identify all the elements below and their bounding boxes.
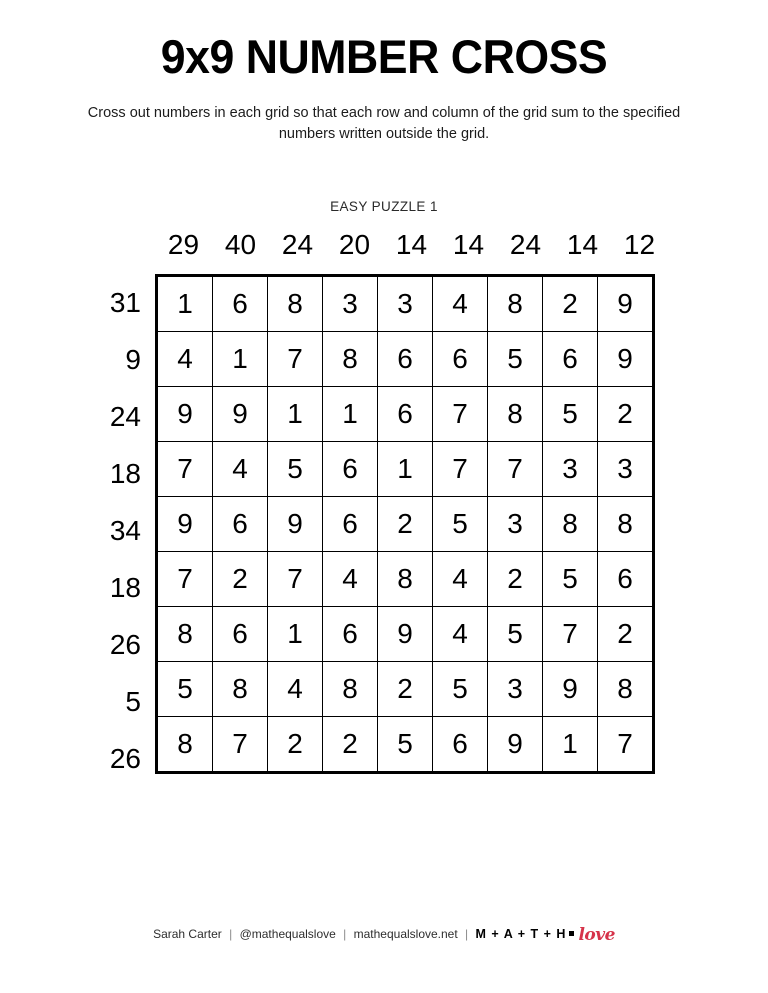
grid-cell[interactable]: 8 bbox=[323, 332, 378, 387]
grid-cell[interactable]: 7 bbox=[157, 442, 213, 497]
grid-cell[interactable]: 7 bbox=[543, 607, 598, 662]
grid-cell[interactable]: 2 bbox=[378, 497, 433, 552]
column-sum: 24 bbox=[281, 229, 314, 260]
grid-cell[interactable]: 5 bbox=[488, 332, 543, 387]
grid-cell[interactable]: 6 bbox=[378, 332, 433, 387]
grid-cell[interactable]: 7 bbox=[157, 552, 213, 607]
grid-cell[interactable]: 9 bbox=[268, 497, 323, 552]
grid-cell[interactable]: 1 bbox=[213, 332, 268, 387]
grid-cell[interactable]: 5 bbox=[378, 717, 433, 773]
puzzle-label: EASY PUZZLE 1 bbox=[330, 199, 438, 214]
grid-cell[interactable]: 2 bbox=[598, 387, 654, 442]
grid-row bbox=[157, 662, 654, 717]
grid-cell[interactable]: 2 bbox=[323, 717, 378, 773]
grid-cell[interactable]: 1 bbox=[157, 276, 213, 332]
grid-cell[interactable]: 2 bbox=[268, 717, 323, 773]
grid-cell[interactable]: 5 bbox=[433, 497, 488, 552]
grid-cell[interactable]: 6 bbox=[213, 607, 268, 662]
grid-cell[interactable]: 7 bbox=[268, 332, 323, 387]
grid-cell[interactable]: 2 bbox=[543, 276, 598, 332]
grid-cell[interactable]: 5 bbox=[543, 387, 598, 442]
grid-row bbox=[157, 552, 654, 607]
grid-cell[interactable]: 4 bbox=[268, 662, 323, 717]
grid-cell[interactable]: 5 bbox=[433, 662, 488, 717]
row-sum: 31 bbox=[109, 287, 141, 318]
footer bbox=[0, 925, 768, 945]
grid-cell[interactable]: 4 bbox=[213, 442, 268, 497]
grid-row bbox=[157, 332, 654, 387]
grid-cell[interactable]: 8 bbox=[598, 497, 654, 552]
grid-cell[interactable]: 6 bbox=[213, 276, 268, 332]
grid-cell[interactable]: 8 bbox=[157, 717, 213, 773]
grid-cell[interactable]: 6 bbox=[543, 332, 598, 387]
column-sum: 29 bbox=[167, 229, 200, 260]
grid-cell[interactable]: 6 bbox=[323, 442, 378, 497]
grid-row bbox=[157, 442, 654, 497]
puzzle-area bbox=[109, 229, 656, 774]
grid-cell[interactable]: 9 bbox=[378, 607, 433, 662]
brand-logo-math: M + A + T + H bbox=[475, 927, 567, 941]
row-sum: 34 bbox=[109, 515, 141, 546]
grid-cell[interactable]: 8 bbox=[488, 387, 543, 442]
grid-cell[interactable]: 6 bbox=[598, 552, 654, 607]
footer-author: Sarah Carter bbox=[153, 927, 222, 941]
grid-cell[interactable]: 6 bbox=[433, 717, 488, 773]
grid-cell[interactable]: 7 bbox=[598, 717, 654, 773]
row-sum: 18 bbox=[109, 572, 141, 603]
row-sum: 26 bbox=[109, 629, 141, 660]
grid-row bbox=[157, 276, 654, 332]
footer-separator-3: | bbox=[465, 927, 469, 941]
grid-row bbox=[157, 717, 654, 773]
grid-cell[interactable]: 7 bbox=[488, 442, 543, 497]
footer-separator-1: | bbox=[229, 927, 233, 941]
grid-cell[interactable]: 4 bbox=[433, 276, 488, 332]
equals-icon bbox=[569, 931, 574, 936]
column-sum: 14 bbox=[395, 229, 428, 260]
column-sum: 20 bbox=[338, 229, 371, 260]
grid-cell[interactable]: 7 bbox=[268, 552, 323, 607]
grid-cell[interactable]: 8 bbox=[213, 662, 268, 717]
grid-cell[interactable]: 8 bbox=[488, 276, 543, 332]
grid-row bbox=[157, 607, 654, 662]
grid-cell[interactable]: 6 bbox=[213, 497, 268, 552]
row-sum: 26 bbox=[109, 743, 141, 774]
grid-cell[interactable]: 9 bbox=[543, 662, 598, 717]
footer-separator-2: | bbox=[343, 927, 347, 941]
grid-cell[interactable]: 8 bbox=[378, 552, 433, 607]
grid-cell[interactable]: 3 bbox=[488, 497, 543, 552]
grid-cell[interactable]: 4 bbox=[157, 332, 213, 387]
instructions-text: Cross out numbers in each grid so that each row and column of the grid sum to the specified numbers written outside the grid. bbox=[87, 105, 681, 142]
grid-cell[interactable]: 2 bbox=[213, 552, 268, 607]
grid-cell[interactable]: 7 bbox=[433, 387, 488, 442]
column-sum: 14 bbox=[452, 229, 485, 260]
grid-cell[interactable]: 5 bbox=[268, 442, 323, 497]
column-sum: 24 bbox=[509, 229, 542, 260]
grid-cell[interactable]: 1 bbox=[268, 387, 323, 442]
grid-cell[interactable]: 1 bbox=[378, 442, 433, 497]
row-sum: 24 bbox=[109, 401, 141, 432]
grid-cell[interactable]: 1 bbox=[323, 387, 378, 442]
grid-cell[interactable]: 3 bbox=[543, 442, 598, 497]
grid-cell[interactable]: 5 bbox=[543, 552, 598, 607]
grid-cell[interactable]: 2 bbox=[488, 552, 543, 607]
column-sums bbox=[155, 228, 668, 262]
grid-cell[interactable]: 8 bbox=[598, 662, 654, 717]
grid-cell[interactable]: 7 bbox=[213, 717, 268, 773]
grid-cell[interactable]: 3 bbox=[598, 442, 654, 497]
row-sum: 18 bbox=[109, 458, 141, 489]
grid-cell[interactable]: 5 bbox=[488, 607, 543, 662]
grid-cell[interactable]: 9 bbox=[598, 332, 654, 387]
grid-cell[interactable]: 8 bbox=[323, 662, 378, 717]
grid-cell[interactable]: 4 bbox=[433, 552, 488, 607]
grid-cell[interactable]: 1 bbox=[543, 717, 598, 773]
grid-cell[interactable]: 6 bbox=[378, 387, 433, 442]
grid-cell[interactable]: 6 bbox=[323, 497, 378, 552]
footer-handle: @mathequalslove bbox=[239, 927, 336, 941]
grid-cell[interactable]: 3 bbox=[378, 276, 433, 332]
grid-cell[interactable]: 3 bbox=[488, 662, 543, 717]
row-sums bbox=[85, 274, 141, 787]
grid-cell[interactable]: 9 bbox=[488, 717, 543, 773]
grid-cell[interactable]: 6 bbox=[323, 607, 378, 662]
number-grid[interactable] bbox=[155, 274, 655, 774]
grid-cell[interactable]: 8 bbox=[157, 607, 213, 662]
grid-cell[interactable]: 1 bbox=[268, 607, 323, 662]
grid-cell[interactable]: 9 bbox=[157, 497, 213, 552]
grid-cell[interactable]: 8 bbox=[543, 497, 598, 552]
grid-cell[interactable]: 5 bbox=[157, 662, 213, 717]
grid-cell[interactable]: 2 bbox=[598, 607, 654, 662]
column-sum: 12 bbox=[623, 229, 656, 260]
footer-website[interactable]: mathequalslove.net bbox=[353, 927, 458, 941]
grid-cell[interactable]: 4 bbox=[323, 552, 378, 607]
grid-cell[interactable]: 9 bbox=[157, 387, 213, 442]
grid-cell[interactable]: 2 bbox=[378, 662, 433, 717]
column-sum: 14 bbox=[566, 229, 599, 260]
page-title: 9x9 NUMBER CROSS bbox=[160, 30, 608, 83]
row-sum: 9 bbox=[125, 344, 141, 375]
column-sum: 40 bbox=[224, 229, 257, 260]
grid-row bbox=[157, 387, 654, 442]
brand-logo-love: love bbox=[578, 925, 615, 945]
grid-cell[interactable]: 4 bbox=[433, 607, 488, 662]
row-sum: 5 bbox=[125, 686, 141, 717]
grid-cell[interactable]: 9 bbox=[598, 276, 654, 332]
grid-cell[interactable]: 8 bbox=[268, 276, 323, 332]
grid-cell[interactable]: 9 bbox=[213, 387, 268, 442]
grid-cell[interactable]: 6 bbox=[433, 332, 488, 387]
grid-cell[interactable]: 3 bbox=[323, 276, 378, 332]
grid-row bbox=[157, 497, 654, 552]
grid-cell[interactable]: 7 bbox=[433, 442, 488, 497]
